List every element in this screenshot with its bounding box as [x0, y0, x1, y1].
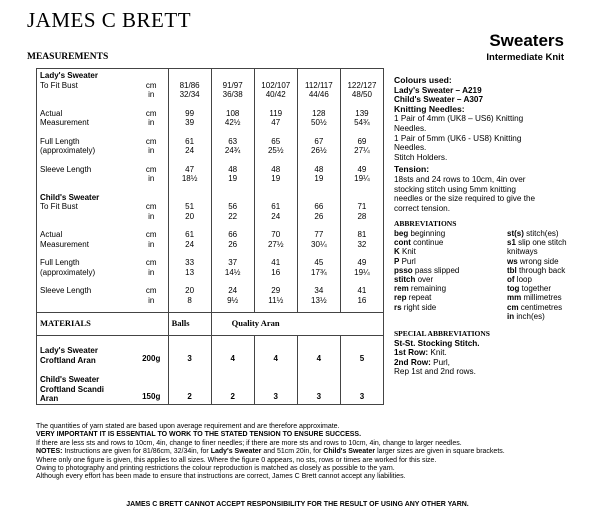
table-cell [37, 184, 135, 191]
size-value: 40/42 [254, 90, 297, 100]
size-value: 19 [211, 174, 254, 184]
abbreviation-item: rem remaining [394, 284, 447, 294]
unit-cm: cm [135, 135, 168, 147]
abbreviations-heading: ABBREVIATIONS [394, 219, 457, 229]
abbreviation-item: ws wrong side [507, 256, 559, 266]
row2-instruction [394, 358, 594, 368]
needles-line: Needles. [394, 123, 427, 133]
measure-label [37, 296, 135, 306]
size-value: 26 [297, 212, 340, 222]
size-value: 26½ [297, 146, 340, 156]
unit-cm: cm [145, 202, 157, 211]
measure-label [37, 69, 135, 91]
ball-count: 4 [211, 336, 254, 366]
size-value: 25½ [254, 146, 297, 156]
unit-cm: cm [145, 80, 157, 90]
table-cell [37, 128, 135, 135]
size-value: 41 [340, 284, 383, 296]
size-value: 42½ [211, 118, 254, 128]
unit-cm: cm [135, 284, 168, 296]
size-value: 50½ [297, 118, 340, 128]
table-cell [135, 249, 168, 256]
measure-label: To Fit Bust [40, 80, 78, 90]
table-row [37, 212, 384, 222]
table-row [37, 221, 384, 228]
size-value: 71 [357, 202, 367, 211]
ball-count: 4 [297, 336, 340, 366]
table-row [37, 107, 384, 119]
measure-label: Full Length [37, 256, 135, 268]
table-cell [211, 184, 254, 191]
size-value: 49 [340, 163, 383, 175]
table-cell [297, 100, 340, 107]
table-cell [340, 156, 383, 163]
measure-label: To Fit Bust [40, 202, 78, 211]
table-cell [340, 305, 383, 313]
table-cell [211, 100, 254, 107]
size-value: 37 [211, 256, 254, 268]
note-ladies: Lady's Sweater [210, 448, 262, 456]
table-row [37, 163, 384, 175]
abbreviation-item: cm centimetres [507, 302, 563, 312]
size-value: 8 [168, 296, 211, 306]
size-value: 61 [271, 202, 281, 211]
table-cell [168, 221, 211, 228]
special-abbreviations-heading: SPECIAL ABBREVIATIONS [394, 328, 490, 338]
table-row [37, 296, 384, 306]
size-value: 19 [254, 174, 297, 184]
size-value: 33 [168, 256, 211, 268]
table-cell [168, 249, 211, 256]
size-value: 39 [168, 118, 211, 128]
measurements-heading: MEASUREMENTS [27, 52, 109, 62]
table-row [37, 146, 384, 156]
tension-line: correct tension. [394, 203, 450, 213]
note-childs: Child's Sweater [323, 448, 376, 456]
size-value: 24 [168, 240, 211, 250]
tension-line: stocking stitch using 5mm knitting [394, 184, 516, 194]
table-cell [297, 305, 340, 313]
size-value: 48/50 [340, 90, 383, 100]
row1-instruction [394, 348, 594, 358]
measure-label [37, 90, 135, 100]
size-value: 81 [340, 228, 383, 240]
ball-count: 2 [168, 365, 211, 404]
table-row [37, 135, 384, 147]
table-cell [37, 156, 135, 163]
tension-line: 18sts and 24 rows to 10cm, 4in over [394, 174, 526, 184]
size-value: 16 [340, 296, 383, 306]
table-cell [340, 100, 383, 107]
unit-cm: cm [135, 228, 168, 240]
table-cell [211, 249, 254, 256]
size-value: 22 [211, 212, 254, 222]
abbreviation-item: rs right side [394, 302, 437, 312]
measure-label: Sleeve Length [37, 163, 135, 175]
size-value: 77 [297, 228, 340, 240]
abbreviation-item: tog together [507, 284, 552, 294]
table-cell [254, 184, 297, 191]
size-value: 56 [228, 202, 238, 211]
size-value: 30¼ [297, 240, 340, 250]
table-row [37, 277, 384, 284]
abbreviation-item: cont continue [394, 238, 444, 248]
table-cell [254, 128, 297, 135]
unit-in: in [135, 90, 168, 100]
table-row [37, 305, 384, 313]
measure-label: Sleeve Length [37, 284, 135, 296]
size-value: 102/107 [261, 80, 291, 90]
colours-heading: Colours used: [394, 75, 452, 85]
size-value: 34 [297, 284, 340, 296]
size-value [254, 69, 297, 91]
footer-disclaimer: JAMES C BRETT CANNOT ACCEPT RESPONSIBILITY FOR THE RESULT OF USING ANY OTHER YARN. [126, 501, 469, 508]
table-cell [37, 249, 135, 256]
size-value: 128 [297, 107, 340, 119]
size-value: 27¼ [340, 146, 383, 156]
note-text: and 51cm 20in, for [261, 448, 324, 456]
abbreviation-item: P Purl [394, 256, 416, 266]
table-cell [211, 277, 254, 284]
size-value: 36/38 [211, 90, 254, 100]
size-value: 61 [168, 135, 211, 147]
colour-childs: Child's Sweater – A307 [394, 95, 484, 105]
balls-label: Balls [168, 313, 211, 336]
needles-heading: Knitting Needles: [394, 103, 465, 114]
table-cell [211, 156, 254, 163]
size-value: 14½ [211, 268, 254, 278]
size-value: 47 [168, 163, 211, 175]
table-cell [340, 221, 383, 228]
table-row [37, 90, 384, 100]
measure-label: Full Length [37, 135, 135, 147]
size-value: 45 [297, 256, 340, 268]
unit-in: in [135, 212, 168, 222]
tension-heading: Tension: [394, 164, 430, 175]
measure-label [37, 191, 135, 212]
size-value: 47 [254, 118, 297, 128]
page-title: Sweaters [489, 31, 564, 50]
table-cell [254, 156, 297, 163]
note-figures: Where only one figure is given, this applies to all sizes. Where the figure 0 appears, no sts, rows or times are worked for this size. [36, 456, 437, 464]
measure-label [37, 174, 135, 184]
ball-count: 2 [211, 365, 254, 404]
row2-label: 2nd Row: [394, 357, 431, 367]
table-cell [297, 156, 340, 163]
table-cell [254, 277, 297, 284]
size-value [340, 191, 383, 212]
abbreviation-item: st(s) stitch(es) [507, 228, 559, 238]
size-value: 51 [185, 202, 195, 211]
table-cell [297, 128, 340, 135]
pattern-info [394, 76, 594, 377]
abbreviations-list [394, 229, 594, 321]
abbreviation-item: psso pass slipped [394, 265, 460, 275]
yarn-name-line: Croftland Scandi [40, 384, 105, 394]
measure-label: (approximately) [37, 268, 135, 278]
size-value: 32 [340, 240, 383, 250]
size-value: 61 [168, 228, 211, 240]
table-row [37, 284, 384, 296]
size-value: 26 [211, 240, 254, 250]
table-cell [37, 221, 135, 228]
table-row [37, 156, 384, 163]
yarn-name-line: Aran [40, 394, 59, 403]
size-value [254, 191, 297, 212]
table-cell [340, 249, 383, 256]
measure-label: Actual [37, 107, 135, 119]
size-value: 11½ [254, 296, 297, 306]
size-value: 20 [168, 212, 211, 222]
unit-in: in [135, 268, 168, 278]
ball-count: 3 [168, 336, 211, 366]
notes-label: NOTES: [36, 448, 63, 456]
size-value: 70 [254, 228, 297, 240]
table-cell [297, 277, 340, 284]
table-row [37, 184, 384, 191]
table-cell [135, 305, 168, 313]
size-value [211, 69, 254, 91]
section-heading: Child's Sweater [40, 192, 100, 202]
size-value: 48 [254, 163, 297, 175]
section-heading: Lady's Sweater [40, 71, 98, 80]
measure-label: Actual [37, 228, 135, 240]
size-value: 19¼ [340, 268, 383, 278]
table-row [37, 118, 384, 128]
size-value [168, 191, 211, 212]
table-cell [211, 128, 254, 135]
size-value: 19¼ [340, 174, 383, 184]
needles-line: 1 Pair of 4mm (UK8 – US6) Knitting [394, 114, 524, 124]
size-value: 112/117 [304, 80, 333, 90]
table-cell [135, 277, 168, 284]
abbreviation-item [394, 312, 507, 321]
table-cell [340, 128, 383, 135]
row1-text: Knit. [428, 348, 447, 358]
size-value: 29 [254, 284, 297, 296]
abbreviation-item: tbl through back [507, 265, 566, 275]
abbreviation-item: of loop [507, 274, 532, 284]
unit-label [135, 69, 168, 91]
tension-line: needles or the size required to give the [394, 194, 536, 204]
table-row [37, 100, 384, 107]
size-value: 18½ [168, 174, 211, 184]
table-cell [297, 249, 340, 256]
unit-in: in [135, 146, 168, 156]
size-value: 13½ [297, 296, 340, 306]
needles-line: 1 Pair of 5mm (UK6 - US8) Knitting [394, 133, 522, 143]
size-value: 16 [254, 268, 297, 278]
size-value: 66 [314, 202, 324, 211]
size-value: 91/97 [222, 80, 243, 90]
size-value: 122/127 [347, 80, 377, 90]
measure-label: Measurement [37, 118, 135, 128]
size-value: 24 [168, 146, 211, 156]
row2-text: Purl, [430, 357, 450, 367]
abbreviation-item: mm millimetres [507, 293, 562, 303]
table-cell [254, 249, 297, 256]
size-value [211, 191, 254, 212]
table-cell [135, 221, 168, 228]
size-value: 27½ [254, 240, 297, 250]
brand-logo: JAMES C BRETT [27, 8, 192, 32]
table-row [37, 69, 384, 91]
table-cell [37, 305, 135, 313]
table-row [37, 365, 384, 404]
colour-ladies: Lady's Sweater – A219 [394, 85, 482, 95]
table-cell [340, 277, 383, 284]
unit-in: in [135, 240, 168, 250]
repeat-instruction: Rep 1st and 2nd rows. [394, 367, 476, 377]
table-cell [297, 184, 340, 191]
table-cell [168, 277, 211, 284]
needles-line: Needles. [394, 143, 427, 153]
size-value: 66 [211, 228, 254, 240]
table-cell [135, 156, 168, 163]
ball-count: 3 [254, 365, 297, 404]
needles-line: Stitch Holders. [394, 152, 448, 162]
table-cell [168, 128, 211, 135]
measure-label: Measurement [37, 240, 135, 250]
table-cell [340, 184, 383, 191]
table-row [37, 256, 384, 268]
abbreviation-item: beg beginning [394, 228, 446, 238]
table-cell [211, 221, 254, 228]
size-value: 81/86 [179, 80, 200, 90]
unit-cm: cm [135, 256, 168, 268]
note-liability: Although every effort has been made to ensure that instructions are correct, James C Brett cannot accept any liabilities. [36, 473, 406, 481]
note-quantities: The quantities of yarn stated are based upon average requirement and are therefore approximate. [36, 423, 340, 430]
table-cell [211, 305, 254, 313]
notes [36, 423, 591, 482]
table-cell [135, 128, 168, 135]
ball-count: 5 [340, 336, 383, 366]
note-text: Instructions are given for 81/86cm, 32/34in, for [62, 448, 211, 456]
size-value: 28 [340, 212, 383, 222]
size-value [340, 69, 383, 91]
abbreviation-item: K Knit [394, 247, 416, 257]
abbreviation-item: in inch(es) [507, 311, 545, 321]
table-cell [254, 221, 297, 228]
size-value: 24 [211, 284, 254, 296]
size-value [297, 191, 340, 212]
table-row [37, 336, 384, 366]
measurements-table [36, 68, 384, 405]
size-value: 20 [168, 284, 211, 296]
size-value: 48 [211, 163, 254, 175]
ball-count: 4 [254, 336, 297, 366]
unit-in: in [135, 174, 168, 184]
size-value: 65 [254, 135, 297, 147]
size-value: 49 [340, 256, 383, 268]
note-sizes [36, 448, 591, 456]
unit-in: in [135, 296, 168, 306]
yarn-name [37, 365, 135, 404]
table-row [37, 268, 384, 278]
ball-count: 3 [297, 365, 340, 404]
size-value [168, 69, 211, 91]
ball-count: 3 [340, 365, 383, 404]
table-cell [135, 184, 168, 191]
measure-label [37, 212, 135, 222]
table-cell [168, 184, 211, 191]
abbreviation-item: stitch over [394, 274, 434, 284]
table-row [37, 128, 384, 135]
table-cell [254, 305, 297, 313]
unit-cm: cm [135, 107, 168, 119]
yarn-name-line: Child's Sweater [40, 375, 100, 384]
table-cell [254, 100, 297, 107]
size-value [297, 69, 340, 91]
yarn-weight: 150g [135, 365, 168, 404]
size-value: 24¾ [211, 146, 254, 156]
note-colour: Owing to photography and printing restrictions the colour reproduction is matched as closely as possible to the yarn. [36, 465, 395, 473]
table-row [37, 249, 384, 256]
table-cell [168, 156, 211, 163]
note-needles: If there are less sts and rows to 10cm, 4in, change to finer needles; if there are more sts and rows to 10cm, 4in, change to larger needles. [36, 439, 462, 447]
note-text: larger sizes are given in square brackets. [375, 448, 505, 456]
table-cell [168, 305, 211, 313]
yarn-name [37, 336, 135, 366]
row1-label: 1st Row: [394, 348, 429, 358]
size-value: 41 [254, 256, 297, 268]
table-cell [297, 221, 340, 228]
size-value: 67 [297, 135, 340, 147]
size-value: 108 [211, 107, 254, 119]
special-abbr-stst: St-St. Stocking Stitch. [394, 338, 480, 348]
abbreviation-item: rep repeat [394, 293, 432, 303]
abbreviation-item: knitways [507, 247, 538, 257]
table-row [37, 240, 384, 250]
table-row [37, 174, 384, 184]
size-value: 54¾ [340, 118, 383, 128]
table-cell [168, 100, 211, 107]
note-tension-warning: VERY IMPORTANT IT IS ESSENTIAL TO WORK TO THE STATED TENSION TO ENSURE SUCCESS. [36, 431, 362, 439]
size-value: 63 [211, 135, 254, 147]
table-row [37, 191, 384, 212]
size-value: 139 [340, 107, 383, 119]
table-row [37, 228, 384, 240]
table-cell [37, 277, 135, 284]
size-value: 32/34 [168, 90, 211, 100]
size-value: 48 [297, 163, 340, 175]
size-value: 24 [254, 212, 297, 222]
size-value: 44/46 [297, 90, 340, 100]
size-value: 69 [340, 135, 383, 147]
table-cell [135, 100, 168, 107]
measure-label: (approximately) [37, 146, 135, 156]
size-value: 119 [254, 107, 297, 119]
size-value: 17¾ [297, 268, 340, 278]
materials-label: MATERIALS [37, 313, 169, 336]
yarn-name-line: Lady's Sweater [40, 346, 98, 355]
size-value: 9½ [211, 296, 254, 306]
size-value: 13 [168, 268, 211, 278]
yarn-weight: 200g [135, 336, 168, 366]
abbreviation-item: s1 slip one stitch [507, 238, 567, 248]
table-row [37, 313, 384, 336]
size-value: 19 [297, 174, 340, 184]
skill-level: Intermediate Knit [486, 52, 564, 63]
yarn-quality: Quality Aran [211, 313, 383, 336]
unit-label [135, 191, 168, 212]
size-value: 99 [168, 107, 211, 119]
yarn-name-line: Croftland Aran [40, 355, 96, 365]
table-cell [37, 100, 135, 107]
unit-in: in [135, 118, 168, 128]
unit-cm: cm [135, 163, 168, 175]
